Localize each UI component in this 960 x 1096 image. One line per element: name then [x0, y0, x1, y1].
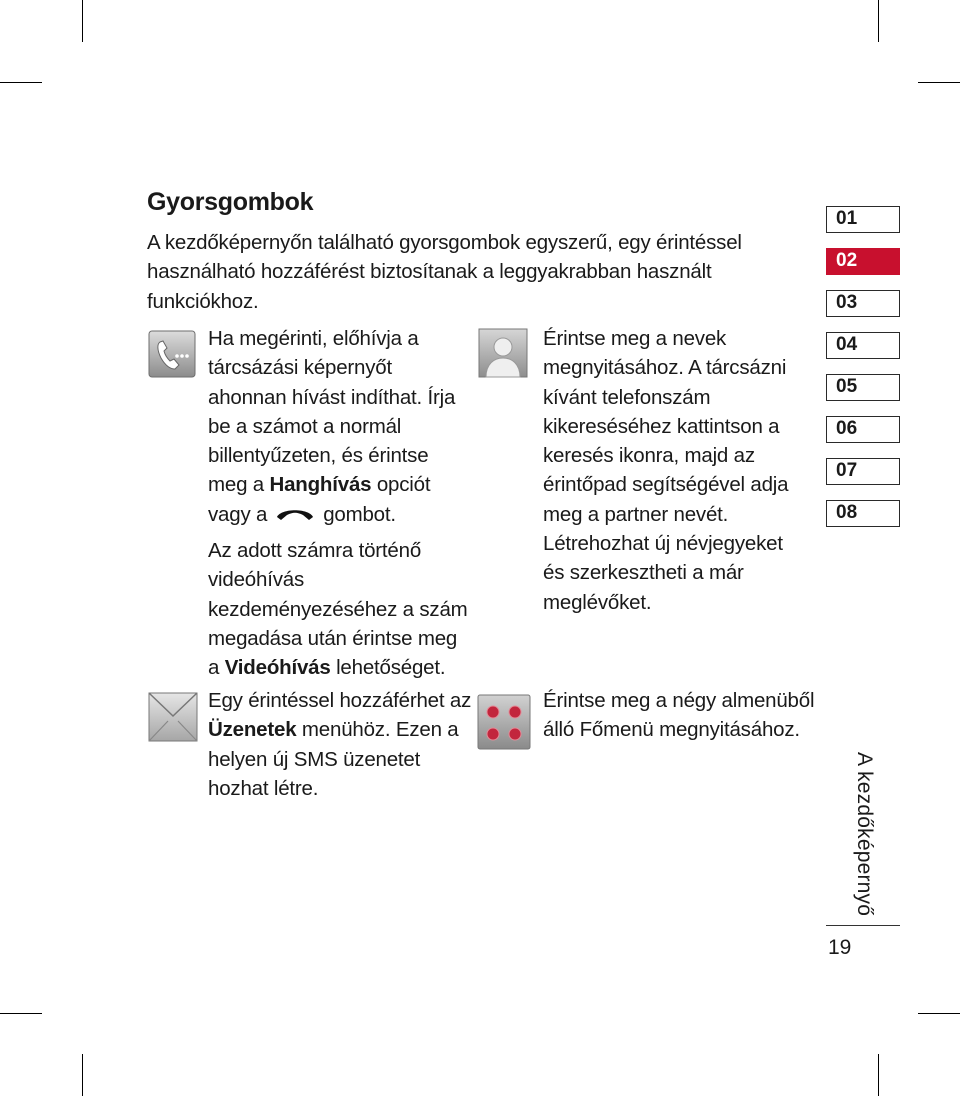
chapter-tab-05[interactable]: 05	[826, 374, 900, 401]
intro-paragraph: A kezdőképernyőn található gyorsgombok egyszerű, egy érintéssel használható hozzáférést biztosítanak a leggyakrabban használt funkciókhoz.	[147, 231, 742, 313]
chapter-tab-06[interactable]: 06	[826, 416, 900, 443]
messages-description: Egy érintéssel hozzáférhet az Üzenetek menühöz. Ezen a helyen új SMS üzenetet hozhat létre.	[208, 689, 472, 800]
crop-mark	[878, 1054, 879, 1096]
crop-mark	[0, 1013, 42, 1014]
video-call-paragraph: Az adott számra történő videóhívás kezdeményezéséhez a szám megadása után érintse meg a Videóhívás lehetőséget.	[208, 539, 468, 680]
contacts-description: Érintse meg a nevek megnyitásához. A tárcsázni kívánt telefonszám kikereséséhez kattintson a keresés ikonra, majd az érintőpad segítségével adja meg a partner nevét. Létrehozhat új névjegyeket és szerkesztheti a már meglévőket.	[543, 327, 789, 614]
page-title: Gyorsgombok	[147, 188, 314, 216]
crop-mark	[82, 0, 83, 42]
page-number: 19	[828, 936, 852, 959]
section-label: A kezdőképernyő	[853, 752, 876, 917]
crop-mark	[918, 82, 960, 83]
call-handset-icon	[275, 501, 315, 530]
phone-dialer-icon	[148, 330, 196, 383]
dialer-description	[208, 324, 473, 682]
page-rule	[826, 925, 900, 926]
menu-description: Érintse meg a négy almenüből álló Főmenü megnyitásához.	[543, 689, 815, 742]
dialer-paragraph: Ha megérinti, előhívja a tárcsázási képernyőt ahonnan hívást indíthat. Írja be a számot a normál billentyűzeten, és érintse meg a Hanghívás opciót vagy a gombot.	[208, 324, 473, 530]
chapter-tab-02[interactable]: 02	[826, 248, 900, 275]
crop-mark	[918, 1013, 960, 1014]
chapter-tab-03[interactable]: 03	[826, 290, 900, 317]
main-menu-grid-icon	[477, 694, 531, 755]
envelope-icon	[148, 692, 198, 747]
contact-silhouette-icon	[478, 328, 528, 383]
crop-mark	[0, 82, 42, 83]
crop-mark	[878, 0, 879, 42]
chapter-tab-04[interactable]: 04	[826, 332, 900, 359]
chapter-tab-08[interactable]: 08	[826, 500, 900, 527]
chapter-tab-07[interactable]: 07	[826, 458, 900, 485]
chapter-tab-01[interactable]: 01	[826, 206, 900, 233]
crop-mark	[82, 1054, 83, 1096]
